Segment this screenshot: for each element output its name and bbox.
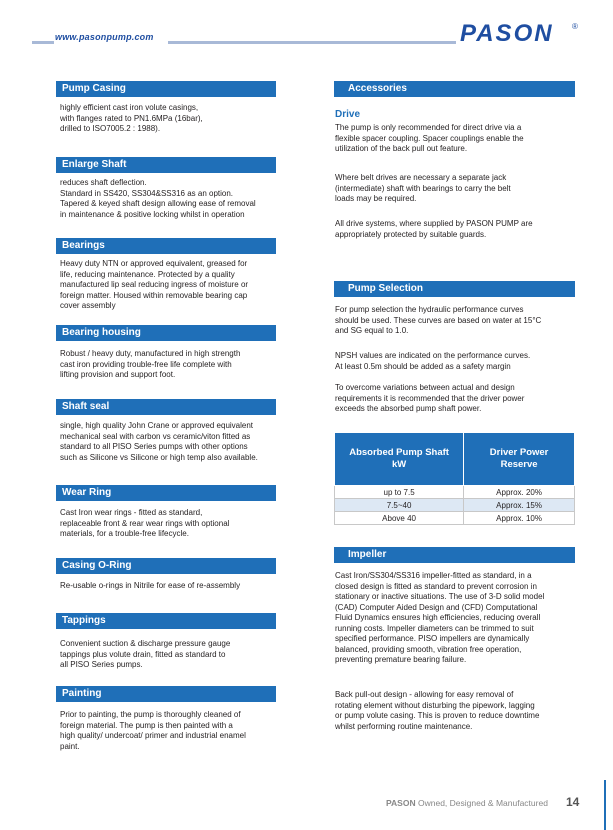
painting-text: Prior to painting, the pump is thoroughly cleaned of foreign material. The pump is then painted with a high quality/ undercoat/ primer and industrial enamel paint. [60, 710, 246, 751]
pump-casing-text: highly efficient cast iron volute casings, with flanges rated to PN1.6MPa (16bar), drilled to ISO7005.2 : 1988). [60, 103, 203, 133]
website-url[interactable]: www.pasonpump.com [55, 32, 154, 42]
section-header-bearings: Bearings [56, 238, 276, 254]
footer-text [386, 798, 548, 808]
registered-mark: ® [572, 22, 578, 31]
pump-selection-paragraph-3: To overcome variations between actual and design requirements it is recommended that the driver power exceeds the absorbed pump shaft power. [335, 383, 525, 413]
drive-paragraph-1: The pump is only recommended for direct drive via a flexible spacer coupling. Spacer couplings enable the utilization of the back pull out feature. [335, 123, 524, 153]
table-header-row [335, 433, 575, 486]
wear-ring-text: Cast Iron wear rings - fitted as standard, replaceable front & rear wear rings with optional materials, for a trouble-free lifecycle. [60, 508, 230, 538]
section-header-painting: Painting [56, 686, 276, 702]
section-header-accessories: Accessories [334, 81, 575, 97]
section-header-impeller: Impeller [334, 547, 575, 563]
section-header-enlarge-shaft: Enlarge Shaft [56, 157, 276, 173]
shaft-seal-text: single, high quality John Crane or approved equivalent mechanical seal with carbon vs ceramic/viton fitted as standard to all PISO Series pumps with other options such as Silicone vs Silicone or high temp also available. [60, 421, 258, 462]
power-reserve-table [334, 432, 575, 525]
section-header-tappings: Tappings [56, 613, 276, 629]
impeller-paragraph-2: Back pull-out design - allowing for easy removal of rotating element without disturbing the pipework, lagging or pump volute casing. This is proven to reduce downtime whilst performing routine maintenance. [335, 690, 540, 731]
drive-subtitle: Drive [335, 109, 361, 120]
section-header-wear-ring: Wear Ring [56, 485, 276, 501]
drive-paragraph-3: All drive systems, where supplied by PASON PUMP are appropriately protected by suitable guards. [335, 219, 533, 239]
table-cell: Approx. 15% [464, 499, 575, 512]
pason-logo [460, 20, 582, 44]
table-header-power-reserve: Driver Power Reserve [464, 433, 575, 486]
page-number: 14 [566, 795, 580, 809]
table-cell: Approx. 20% [464, 486, 575, 499]
tappings-text: Convenient suction & discharge pressure gauge tappings plus volute drain, fitted as standard to all PISO Series pumps. [60, 639, 231, 669]
table-cell: Approx. 10% [464, 512, 575, 525]
enlarge-shaft-text: reduces shaft deflection. Standard in SS420, SS304&SS316 as an option. Tapered & keyed shaft design allowing ease of removal in maintenance & positive locking whilst in operation [60, 178, 256, 219]
impeller-paragraph-1: Cast Iron/SS304/SS316 impeller-fitted as standard, in a closed design is fitted as standard to prevent corrosion in stationary or inactive situations. The use of 3-D solid model (CAD) Computer Aided Design and (CFD) Computational Fluid Dynamics ensures high efficiencies, reducing overall running costs. Impeller diameters can be trimmed to suit specified performance. PISO impellers are dynamically balanced, providing smooth, vibration free operation, preventing premature bearing failure. [335, 571, 545, 664]
table-row [335, 512, 575, 525]
footer-tagline: Owned, Designed & Manufactured [417, 798, 548, 808]
logo-text: PASON [460, 20, 554, 44]
bearings-text: Heavy duty NTN or approved equivalent, greased for life, reducing maintenance. Protected by a quality manufactured lip seal reducing ingress of moisture or foreign matter. Housed within removable bearing cap cover assembly [60, 259, 249, 310]
footer-brand: PASON [386, 798, 416, 808]
table-row [335, 486, 575, 499]
casing-oring-text: Re-usable o-rings in Nitrile for ease of re-assembly [60, 581, 241, 590]
pump-selection-paragraph-2: NPSH values are indicated on the performance curves. At least 0.5m should be added as a safety margin [335, 351, 531, 371]
table-cell: 7.5~40 [335, 499, 464, 512]
table-header-shaft-kw: Absorbed Pump Shaft kW [335, 433, 464, 486]
drive-paragraph-2: Where belt drives are necessary a separate jack (intermediate) shaft with bearings to carry the belt loads may be required. [335, 173, 511, 203]
section-header-pump-casing: Pump Casing [56, 81, 276, 97]
header-rule-right [168, 41, 456, 44]
table-cell: up to 7.5 [335, 486, 464, 499]
pump-selection-paragraph-1: For pump selection the hydraulic performance curves should be used. These curves are based on water at 15°C and SG equal to 1.0. [335, 305, 542, 335]
table-row [335, 499, 575, 512]
bearing-housing-text: Robust / heavy duty, manufactured in high strength cast iron providing trouble-free life complete with lifting provision and support foot. [60, 349, 241, 379]
section-header-pump-selection: Pump Selection [334, 281, 575, 297]
section-header-shaft-seal: Shaft seal [56, 399, 276, 415]
section-header-bearing-housing: Bearing housing [56, 325, 276, 341]
table-cell: Above 40 [335, 512, 464, 525]
header-rule-left [32, 41, 54, 44]
section-header-casing-oring: Casing O-Ring [56, 558, 276, 574]
footer-accent-bar [604, 780, 606, 830]
